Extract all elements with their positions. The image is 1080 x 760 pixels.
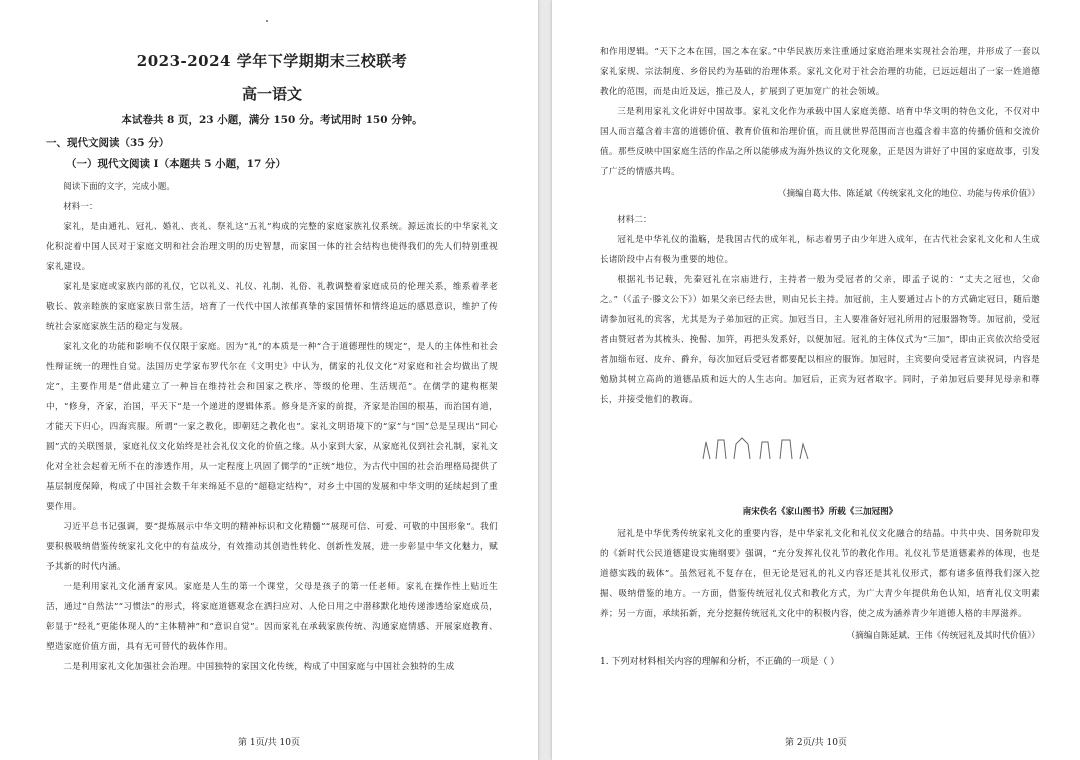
page-footer: 第 1页/共 10页: [238, 738, 300, 748]
paragraph: 习近平总书记强调，要“提炼展示中华文明的精神标识和文化精髓”“展现可信、可爱、可敬的中国形象”。我们要积极吸纳借鉴传统家礼文化中的有益成分，有效推动其创造性转化、创新性发展，进一步彰显中华文化魅力，赋予其新的时代内涵。: [46, 522, 498, 572]
page-1: [0, 0, 538, 760]
paragraph: 家礼，是由通礼、冠礼、婚礼、丧礼、祭礼这“五礼”构成的完整的家庭家族礼仪系统。源远流长的中华家礼文化积淀着中国人民对于家庭文明和社会治理文明的历史智慧，而家国一体的社会结构也使得我们的先人们特别重视家礼建设。: [46, 222, 498, 272]
paragraph: 根据礼书记载，先秦冠礼在宗庙进行，主持者一般为受冠者的父亲，即孟子说的：“丈夫之冠也，父命之。”（《孟子·滕文公下》）如果父亲已经去世，则由兄长主持。加冠前，主人要通过占卜的方式确定冠日，随后邀请参加冠礼的宾客，尤其是为子弟加冠的正宾。加冠当日，主人要准备好冠礼所用的冠服器物等。加冠前，受冠者由赞冠者为其梳头、挽髻、加笄，再把头发系好，以便加冠。冠礼的主体仪式为“三加”，即由正宾依次给受冠者加缁布冠、皮弁、爵弁，每次加冠后受冠者都要配以相应的服饰。加冠时，主宾要向受冠者宣读祝词，内容是勉励其树立高尚的道德品质和远大的人生志向。加冠后，正宾为冠者取字。同时，子弟加冠后要拜见母亲和尊长，并接受他们的教诲。: [600, 275, 1040, 405]
exam-title: 2023-2024 学年下学期期末三校联考: [136, 52, 408, 70]
subsection-heading: （一）现代文阅读 I（本题共 5 小题，17 分）: [66, 158, 286, 170]
paragraph: 家礼是家庭或家族内部的礼仪，它以礼义、礼仪、礼制、礼俗、礼教调整着家庭成员的伦理关系，维系着孝老敬长、敦亲睦族的家庭家族日常生活，培育了一代代中国人浓郁真挚的家国情怀和情终追远的感恩意识，维护了传统社会家庭家族生活的稳定与发展。: [46, 282, 498, 332]
paragraph: 家礼文化的功能和影响不仅仅限于家庭。因为“礼”的本质是一种“合于道德理性的规定”，是人的主体性和社会性辩证统一的理性自觉。法国历史学家布罗代尔在《文明史》中认为，儒家的礼仪文化“对家庭和社会均做出了规定”，主要作用是“借此建立了一种旨在维持社会和国家之秩序、等级的伦理、生活规范”。在儒学的建构框架中，“修身，齐家，治国，平天下”是一个递进的逻辑体系。修身是齐家的前提，齐家是治国的根基，而治国有道，才能天下归心，四海宾服。所谓“一家之教化，即朝廷之教化也”。家礼文明语境下的“家”与“国”总是呈现出“同心圆”式的关联图景，家庭礼仪文化始终是社会礼仪文化的价值之缘。从小家到大家，从家庭礼仪到社会礼制，家礼文化对全社会起着无所不在的渗透作用，从一定程度上巩固了儒学的“正统”地位，为古代中国的社会治理格局提供了基层制度保障，构成了中国社会数千年来绵延不息的“超稳定结构”，对乡土中国的发展和中华文明的延续起到了重要作用。: [46, 342, 498, 512]
source-citation: （摘编自葛大伟、陈延斌《传统家礼文化的地位、功能与传承价值》）: [777, 189, 1040, 199]
paragraph: 冠礼是中华优秀传统家礼文化的重要内容，是中华家礼文化和礼仪文化融合的结晶。中共中央、国务院印发的《新时代公民道德建设实施纲要》强调，“充分发挥礼仪礼节的教化作用。礼仪礼节是道德素养的体现，也是道德实践的载体”。虽然冠礼不复存在，但无论是冠礼的礼义内容还是其礼仪形式，都有诸多值得我们深入挖掘、吸纳借鉴的地方。一方面，借鉴传统冠礼仪式和教化方式，为广大青少年提供角色认知，培育礼仪文明素养；另一方面，承续拓新，充分挖掘传统冠礼文化中的积极内容，使之成为涵养青少年道德人格的丰厚滋养。: [600, 529, 1040, 619]
question-1: 1. 下列对材料相关内容的理解和分析，不正确的一项是（ ）: [600, 657, 840, 667]
paragraph: 三是利用家礼文化讲好中国故事。家礼文化作为承载中国人家庭美德、培育中华文明的特色文化，不仅对中国人而言蕴含着丰富的道德价值、教育价值和治理价值，而且就世界范围而言也蕴含着丰富的传播价值和交流价值。那些反映中国家庭生活的作品之所以能够成为海外热议的文化现象，正是因为讲好了中国的家庭故事，引发了广泛的情感共鸣。: [600, 107, 1040, 177]
exam-subject: 高一语文: [241, 85, 302, 103]
crowning-illustration: [600, 428, 1040, 472]
page-footer: 第 2页/共 10页: [785, 738, 847, 748]
instruction-text: 阅读下面的文字，完成小题。: [63, 182, 175, 192]
figure-caption: 南宋佚名《家山图书》所载《三加冠图》: [742, 507, 898, 517]
source-citation: （摘编自陈延斌、王伟《传统冠礼及其时代价值》）: [846, 631, 1040, 641]
exam-meta: 本试卷共 8 页，23 小题，满分 150 分。考试用时 150 分钟。: [121, 114, 423, 126]
figure-sketch: [698, 434, 818, 464]
material-label: 材料二：: [617, 215, 652, 225]
paragraph: 二是利用家礼文化加强社会治理。中国独特的家国文化传统，构成了中国家庭与中国社会独特的生成: [63, 662, 455, 672]
section-heading: 一、现代文阅读（35 分）: [46, 137, 170, 149]
paragraph: 冠礼是中华礼仪的滥觞，是我国古代的成年礼，标志着男子由少年进入成年，在古代社会家礼文化和人生成长诸阶段中占有极为重要的地位。: [600, 235, 1040, 265]
paragraph: 和作用逻辑。“天下之本在国，国之本在家。”中华民族历来注重通过家庭治理来实现社会治理，并形成了一套以家礼家规、宗法制度、乡俗民约为基础的治理体系。家礼文化对于社会治理的功能，已远远超出了一家一姓道德教化的范围，而是由近及远，推己及人，扩展到了更加宽广的社会领域。: [600, 47, 1040, 97]
page-2: [552, 0, 1080, 760]
page-dot: [266, 20, 268, 22]
paragraph: 一是利用家礼文化涵育家风。家庭是人生的第一个课堂，父母是孩子的第一任老师。家礼在操作性上贴近生活，通过“自然法”“习惯法”的形式，将家庭道德观念在洒扫应对、人伦日用之中潜移默化地传递渗透给家庭成员，彰显于“经礼”更能体现人的“主体精神”和“意识自觉”。因而家礼在承载家族传统、沟通家庭情感、开展家庭教育、塑造家庭价值方面，具有无可替代的载体作用。: [46, 582, 498, 652]
material-label: 材料一：: [63, 202, 98, 212]
